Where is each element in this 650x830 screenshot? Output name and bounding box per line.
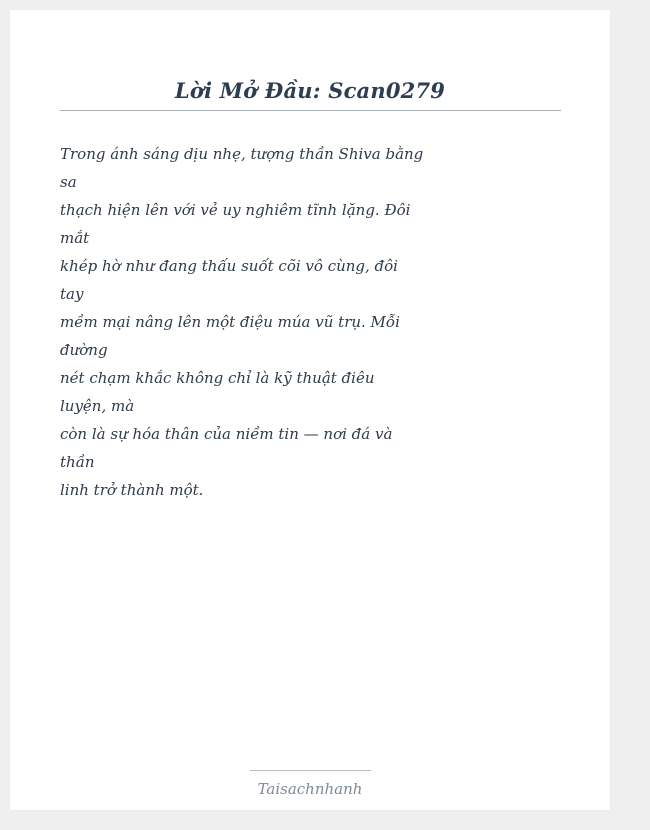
body-line: thần — [60, 453, 95, 471]
document-page — [10, 10, 610, 810]
body-line: khép hờ như đang thấu suốt cõi vô cùng, đôi — [60, 257, 398, 275]
page-title: Lời Mở Đầu: Scan0279 — [174, 78, 446, 103]
footer-divider — [250, 770, 371, 771]
body-line: sa — [60, 173, 77, 191]
body-line: Trong ánh sáng dịu nhẹ, tượng thần Shiva bằng — [60, 145, 424, 163]
body-line: còn là sự hóa thân của niềm tin — nơi đá và — [60, 425, 393, 443]
body-line: đường — [60, 341, 108, 359]
body-line: linh trở thành một. — [60, 481, 204, 499]
body-line: luyện, mà — [60, 397, 135, 415]
body-text — [60, 140, 424, 504]
title-divider — [60, 110, 561, 111]
body-line: mắt — [60, 229, 90, 247]
footer-text: Taisachnhanh — [257, 780, 363, 798]
body-line: nét chạm khắc không chỉ là kỹ thuật điêu — [60, 369, 375, 387]
body-line: thạch hiện lên với vẻ uy nghiêm tĩnh lặng. Đôi — [60, 201, 411, 219]
body-line: tay — [60, 285, 84, 303]
body-line: mềm mại nâng lên một điệu múa vũ trụ. Mỗi — [60, 313, 400, 331]
